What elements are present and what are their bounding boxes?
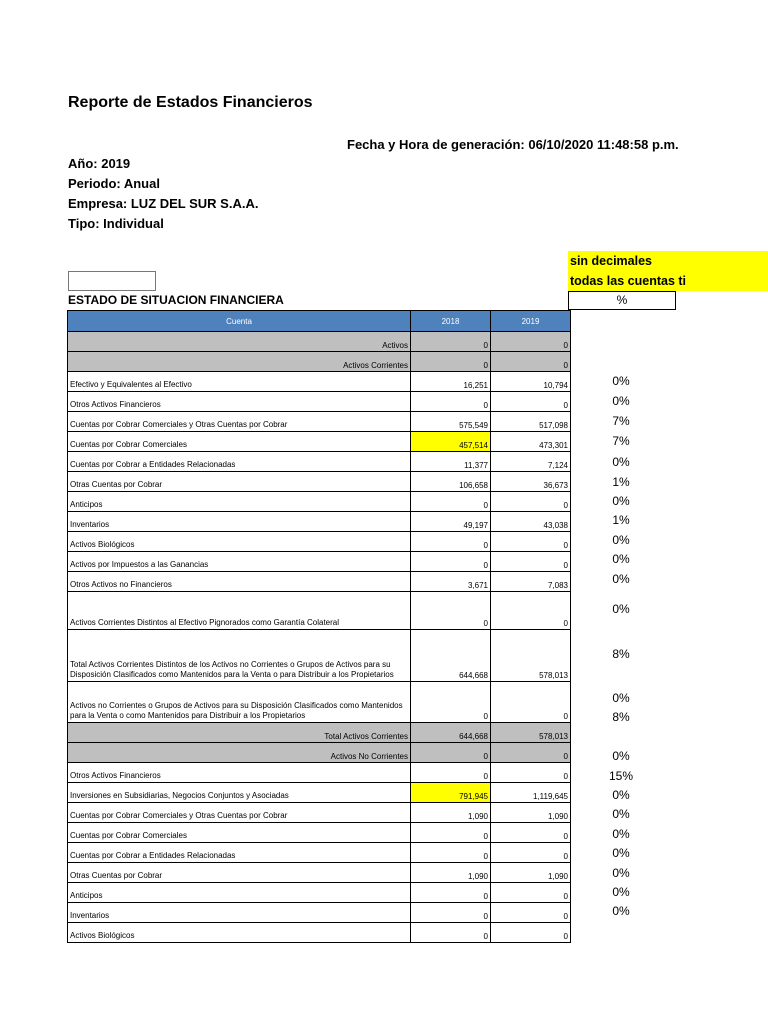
table-row: [68, 743, 571, 763]
account-label-cell: Otras Cuentas por Cobrar: [68, 472, 411, 492]
value-2018-cell: 0: [411, 823, 491, 843]
account-label-cell: Otros Activos no Financieros: [68, 572, 411, 592]
value-2019-cell: 0: [491, 923, 571, 943]
value-2019-cell: 473,301: [491, 432, 571, 452]
table-row: [68, 823, 571, 843]
value-2018-cell: 16,251: [411, 372, 491, 392]
value-2019-cell: 0: [491, 682, 571, 723]
account-label-cell: Activos Corrientes Distintos al Efectivo Pignorados como Garantía Colateral: [68, 592, 411, 630]
meta-period: Periodo: Anual: [68, 176, 160, 191]
account-label-cell: Inventarios: [68, 903, 411, 923]
account-label-cell: Cuentas por Cobrar Comerciales: [68, 432, 411, 452]
value-2019-cell: 7,083: [491, 572, 571, 592]
table-row: [68, 572, 571, 592]
percent-value: 0%: [612, 572, 630, 586]
report-title: Reporte de Estados Financieros: [68, 94, 313, 111]
financial-table: [67, 310, 571, 943]
table-row: [68, 332, 571, 352]
note-all-accounts: todas las cuentas ti: [568, 271, 768, 291]
account-label-cell: Activos No Corrientes: [68, 743, 411, 763]
value-2018-cell: 575,549: [411, 412, 491, 432]
table-row: [68, 412, 571, 432]
value-2018-cell: 0: [411, 492, 491, 512]
table-row: [68, 723, 571, 743]
percent-value: 0%: [612, 749, 630, 763]
value-2019-cell: 0: [491, 552, 571, 572]
table-row: [68, 452, 571, 472]
value-2019-cell: 1,090: [491, 863, 571, 883]
account-label-cell: Anticipos: [68, 492, 411, 512]
table-row: [68, 630, 571, 682]
value-2019-cell: 0: [491, 743, 571, 763]
percent-value: 8%: [612, 647, 630, 661]
meta-year: Año: 2019: [68, 156, 131, 171]
account-label-cell: Activos: [68, 332, 411, 352]
account-label-cell: Total Activos Corrientes: [68, 723, 411, 743]
value-2018-cell: 0: [411, 352, 491, 372]
percent-value: 0%: [612, 455, 630, 469]
percent-value: 0%: [612, 533, 630, 547]
percent-value: 0%: [612, 904, 630, 918]
value-2018-cell: 0: [411, 392, 491, 412]
value-2018-cell: 0: [411, 923, 491, 943]
table-row: [68, 592, 571, 630]
value-2018-cell: 0: [411, 532, 491, 552]
table-row: [68, 903, 571, 923]
table-row: [68, 472, 571, 492]
value-2019-cell: 43,038: [491, 512, 571, 532]
value-2019-cell: 0: [491, 823, 571, 843]
percent-value: 1%: [612, 475, 630, 489]
account-label-cell: Otros Activos Financieros: [68, 763, 411, 783]
percent-value: 0%: [612, 552, 630, 566]
table-row: [68, 512, 571, 532]
header-cuenta: Cuenta: [68, 311, 411, 332]
account-label-cell: Cuentas por Cobrar a Entidades Relacionadas: [68, 452, 411, 472]
account-label-cell: Cuentas por Cobrar Comerciales y Otras Cuentas por Cobrar: [68, 803, 411, 823]
percent-value: 0%: [612, 494, 630, 508]
value-2019-cell: 7,124: [491, 452, 571, 472]
table-row: [68, 552, 571, 572]
table-row: [68, 682, 571, 723]
value-2018-cell: 0: [411, 552, 491, 572]
table-row: [68, 432, 571, 452]
percent-value: 15%: [608, 769, 634, 783]
percent-value: 0%: [612, 827, 630, 841]
value-2019-cell: 0: [491, 532, 571, 552]
table-row: [68, 843, 571, 863]
value-2019-cell: 36,673: [491, 472, 571, 492]
table-row: [68, 883, 571, 903]
account-label-cell: Activos Biológicos: [68, 532, 411, 552]
meta-type: Tipo: Individual: [68, 216, 164, 231]
note-no-decimals: sin decimales: [568, 251, 768, 271]
value-2019-cell: 517,098: [491, 412, 571, 432]
value-2019-cell: 578,013: [491, 630, 571, 682]
value-2018-cell: 457,514: [411, 432, 491, 452]
value-2018-cell: 0: [411, 763, 491, 783]
value-2018-cell: 3,671: [411, 572, 491, 592]
table-row: [68, 863, 571, 883]
table-row: [68, 783, 571, 803]
account-label-cell: Activos Biológicos: [68, 923, 411, 943]
percent-value: 0%: [612, 866, 630, 880]
percent-value: 0%: [612, 394, 630, 408]
value-2019-cell: 0: [491, 492, 571, 512]
account-label-cell: Activos no Corrientes o Grupos de Activos para su Disposición Clasificados como Mantenidos para la Venta o como Mantenidos para Distribuir a los Propietarios: [68, 682, 411, 723]
account-label-cell: Otras Cuentas por Cobrar: [68, 863, 411, 883]
header-2018: 2018: [411, 311, 491, 332]
percent-value: 0%: [612, 691, 630, 705]
value-2019-cell: 0: [491, 883, 571, 903]
table-row: [68, 763, 571, 783]
percent-value: 7%: [612, 414, 630, 428]
table-row: [68, 803, 571, 823]
value-2019-cell: 1,090: [491, 803, 571, 823]
account-label-cell: Activos por Impuestos a las Ganancias: [68, 552, 411, 572]
value-2019-cell: 0: [491, 843, 571, 863]
table-row: [68, 352, 571, 372]
percent-value: 0%: [612, 807, 630, 821]
percent-value: 0%: [612, 885, 630, 899]
account-label-cell: Total Activos Corrientes Distintos de los Activos no Corrientes o Grupos de Activos para su Disposición Clasificados como Mantenidos para la Venta o para Distribuir a los Propietarios: [68, 630, 411, 682]
table-row: [68, 492, 571, 512]
value-2018-cell: 791,945: [411, 783, 491, 803]
percent-column-header: %: [568, 291, 676, 310]
value-2018-cell: 1,090: [411, 863, 491, 883]
value-2018-cell: 0: [411, 743, 491, 763]
value-2018-cell: 0: [411, 682, 491, 723]
meta-company: Empresa: LUZ DEL SUR S.A.A.: [68, 196, 259, 211]
percent-value: 0%: [612, 602, 630, 616]
account-label-cell: Cuentas por Cobrar a Entidades Relacionadas: [68, 843, 411, 863]
value-2018-cell: 11,377: [411, 452, 491, 472]
value-2019-cell: 10,794: [491, 372, 571, 392]
value-2018-cell: 0: [411, 883, 491, 903]
account-label-cell: Inventarios: [68, 512, 411, 532]
value-2018-cell: 644,668: [411, 630, 491, 682]
section-title: ESTADO DE SITUACION FINANCIERA: [68, 293, 284, 307]
value-2018-cell: 0: [411, 843, 491, 863]
value-2019-cell: 578,013: [491, 723, 571, 743]
account-label-cell: Efectivo y Equivalentes al Efectivo: [68, 372, 411, 392]
value-2018-cell: 0: [411, 332, 491, 352]
value-2018-cell: 0: [411, 592, 491, 630]
value-2018-cell: 1,090: [411, 803, 491, 823]
percent-value: 7%: [612, 434, 630, 448]
value-2019-cell: 0: [491, 392, 571, 412]
account-label-cell: Inversiones en Subsidiarias, Negocios Conjuntos y Asociadas: [68, 783, 411, 803]
account-label-cell: Otros Activos Financieros: [68, 392, 411, 412]
percent-value: 0%: [612, 788, 630, 802]
value-2019-cell: 0: [491, 352, 571, 372]
table-header-row: [68, 311, 571, 332]
account-label-cell: Anticipos: [68, 883, 411, 903]
value-2018-cell: 49,197: [411, 512, 491, 532]
account-label-cell: Cuentas por Cobrar Comerciales: [68, 823, 411, 843]
account-label-cell: Activos Corrientes: [68, 352, 411, 372]
value-2019-cell: 0: [491, 763, 571, 783]
value-2019-cell: 0: [491, 903, 571, 923]
header-2019: 2019: [491, 311, 571, 332]
account-label-cell: Cuentas por Cobrar Comerciales y Otras Cuentas por Cobrar: [68, 412, 411, 432]
value-2018-cell: 0: [411, 903, 491, 923]
table-row: [68, 392, 571, 412]
value-2018-cell: 106,658: [411, 472, 491, 492]
value-2018-cell: 644,668: [411, 723, 491, 743]
value-2019-cell: 1,119,645: [491, 783, 571, 803]
percent-value: 1%: [612, 513, 630, 527]
empty-input-cell[interactable]: [68, 271, 156, 291]
table-row: [68, 923, 571, 943]
percent-value: 8%: [612, 710, 630, 724]
table-row: [68, 532, 571, 552]
value-2019-cell: 0: [491, 592, 571, 630]
percent-value: 0%: [612, 374, 630, 388]
table-row: [68, 372, 571, 392]
value-2019-cell: 0: [491, 332, 571, 352]
generation-datetime: Fecha y Hora de generación: 06/10/2020 11:48:58 p.m.: [347, 137, 679, 152]
percent-value: 0%: [612, 846, 630, 860]
